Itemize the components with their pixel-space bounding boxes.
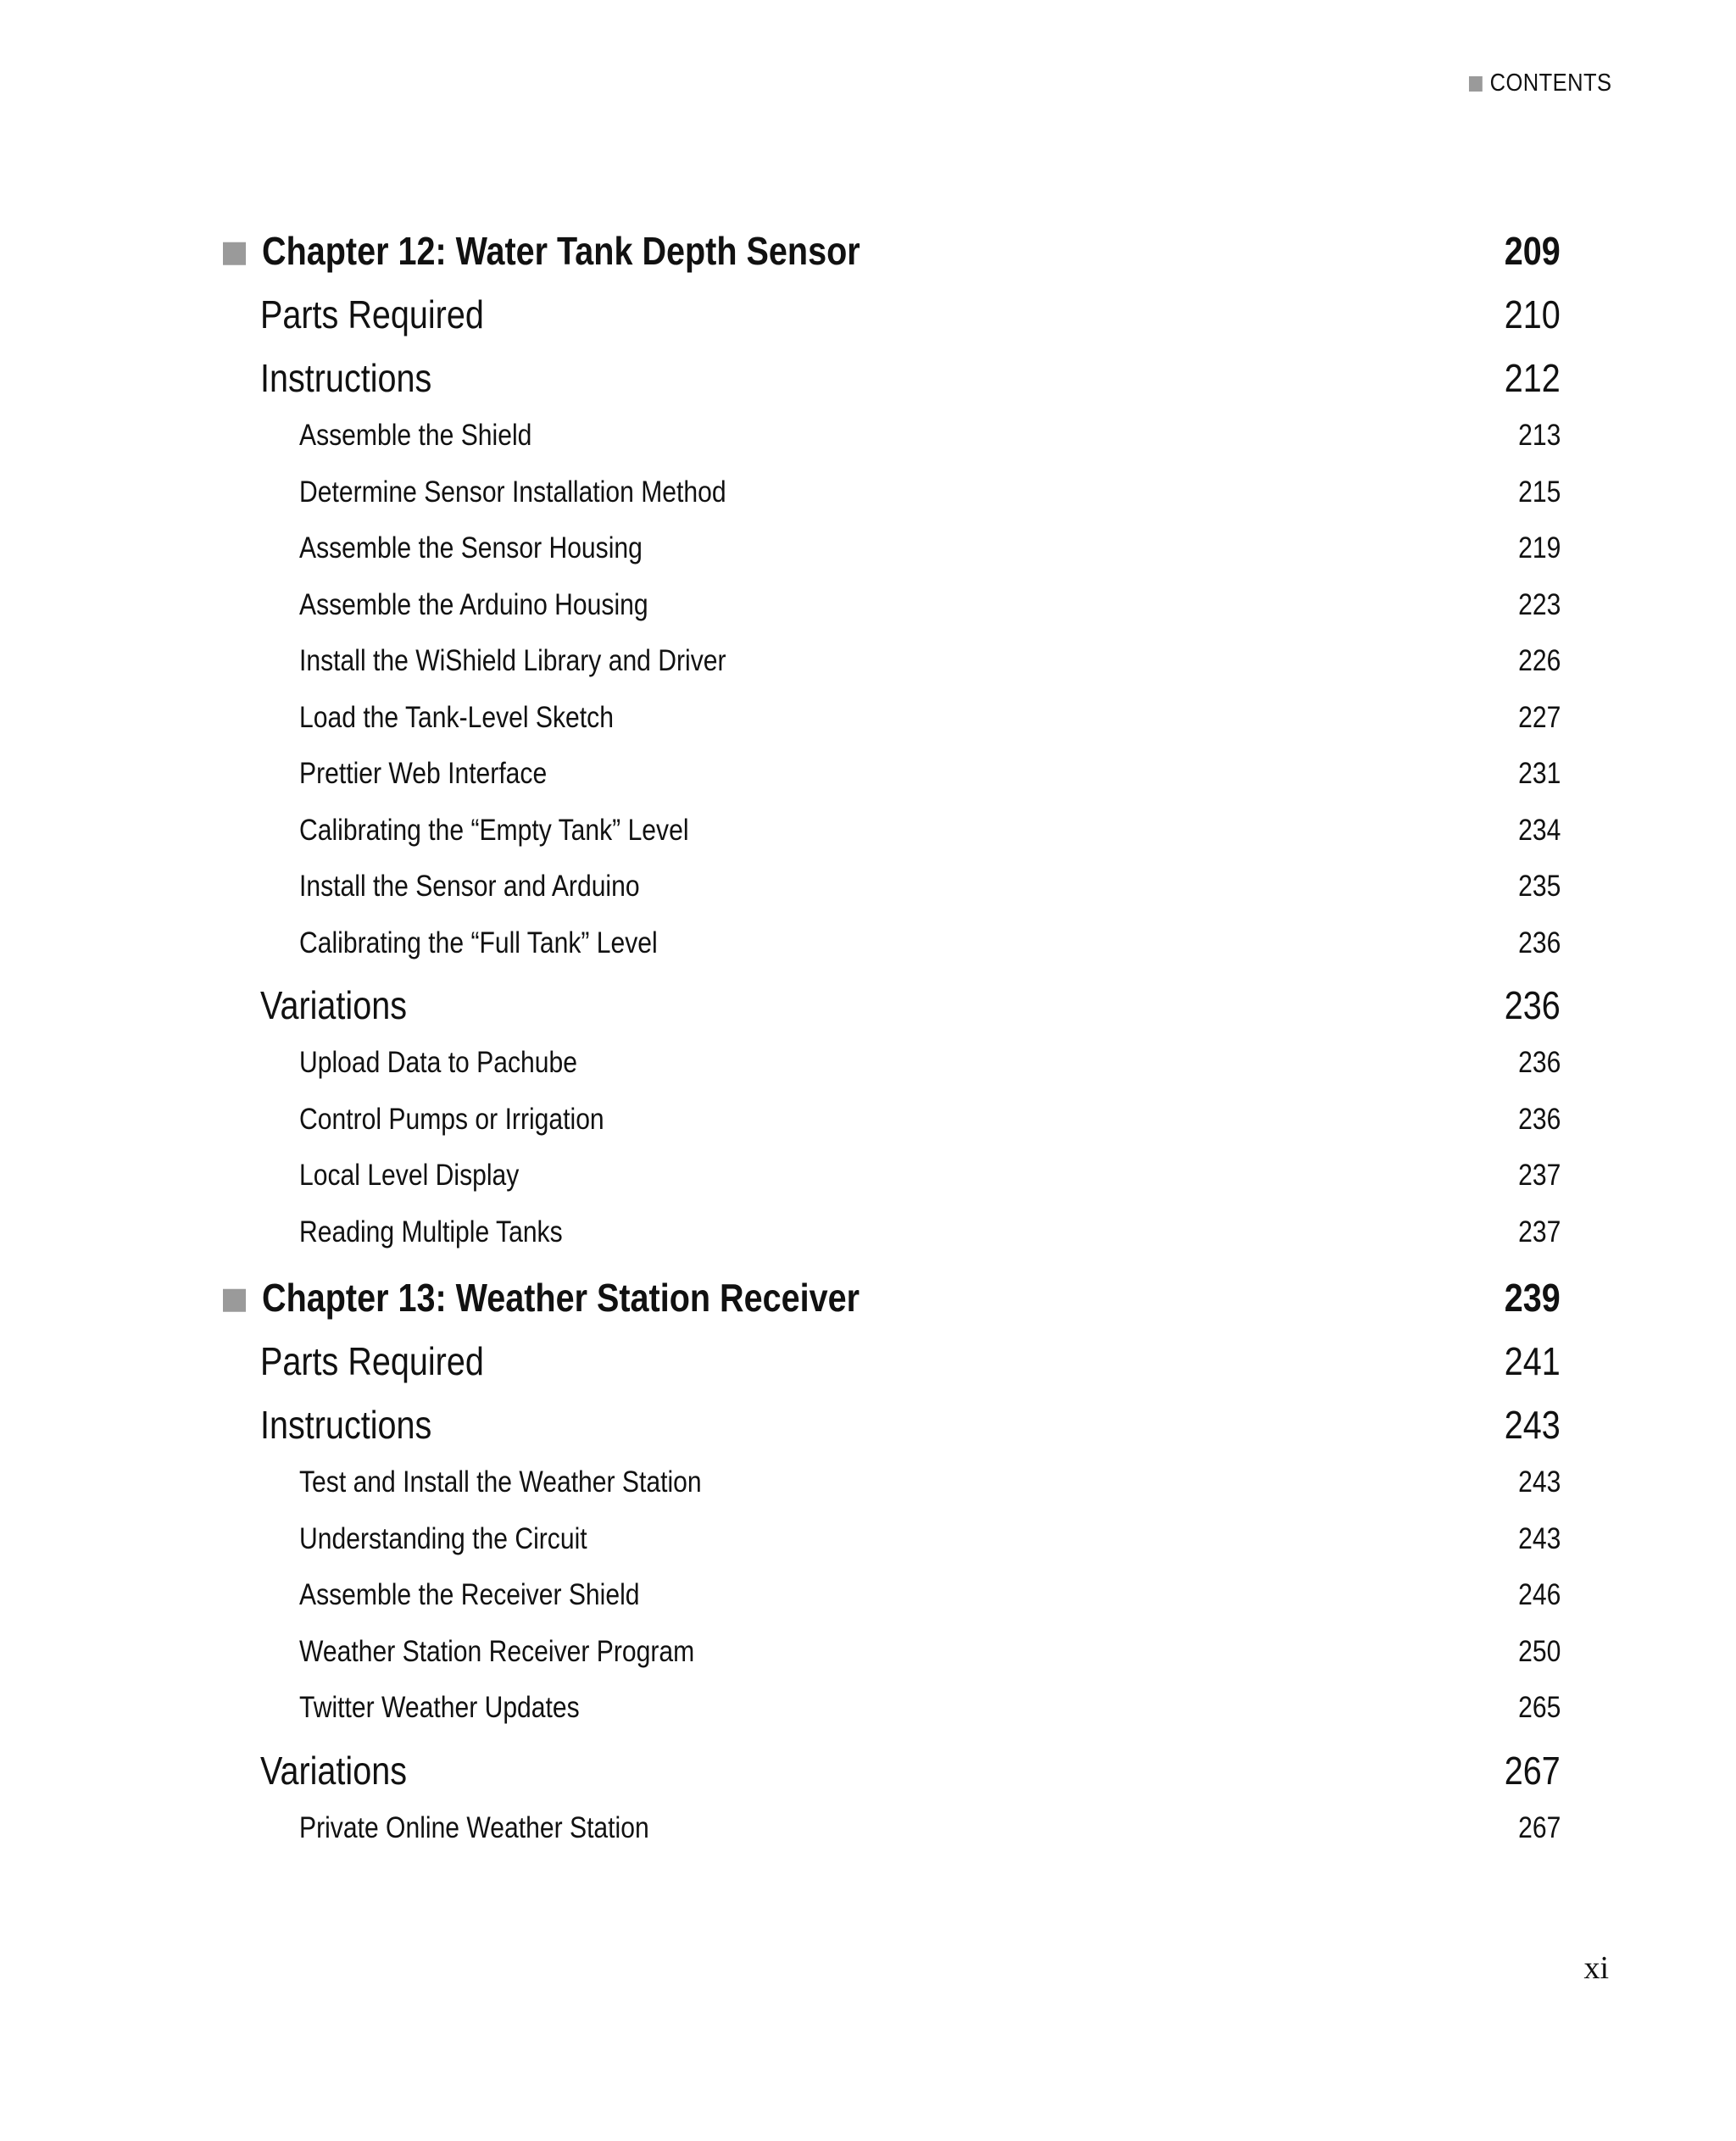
toc-entry-sub[interactable] xyxy=(223,1522,1561,1579)
toc-entry-page xyxy=(1495,228,1561,274)
toc-entry-title-text: Install the WiShield Library and Driver xyxy=(299,644,726,677)
toc-entry-page xyxy=(1495,292,1561,337)
toc-entry-section[interactable] xyxy=(223,292,1561,355)
toc-entry-title-text: Calibrating the “Empty Tank” Level xyxy=(299,813,689,847)
toc-entry-sub[interactable] xyxy=(223,1635,1561,1692)
toc-entry-title-text: Understanding the Circuit xyxy=(299,1521,587,1555)
toc-entry-page-number: 209 xyxy=(1504,229,1561,273)
toc-entry-sub[interactable] xyxy=(223,1215,1561,1272)
toc-entry-page-number: 223 xyxy=(1517,587,1561,621)
toc-entry-title-text: Chapter 12: Water Tank Depth Sensor xyxy=(262,229,860,273)
toc-entry-title xyxy=(299,419,532,453)
toc-entry-title-text: Prettier Web Interface xyxy=(299,757,548,790)
toc-entry-page xyxy=(1511,1103,1561,1137)
toc-entry-page-number: 212 xyxy=(1504,356,1561,400)
toc-entry-page xyxy=(1511,1215,1561,1249)
toc-entry-page-number: 239 xyxy=(1504,1276,1561,1320)
toc-entry-page xyxy=(1511,1578,1561,1612)
toc-entry-title-text: Reading Multiple Tanks xyxy=(299,1215,563,1248)
toc-entry-title-text: Control Pumps or Irrigation xyxy=(299,1102,604,1136)
toc-entry-title xyxy=(299,870,640,904)
toc-entry-title-text: Assemble the Shield xyxy=(299,419,532,452)
toc-entry-sub[interactable] xyxy=(223,1578,1561,1635)
toc-entry-title-text: Local Level Display xyxy=(299,1159,520,1192)
toc-entry-page xyxy=(1511,1465,1561,1499)
toc-entry-chapter[interactable] xyxy=(223,228,1561,292)
toc-entry-sub[interactable] xyxy=(223,1103,1561,1159)
toc-entry-title xyxy=(299,1522,587,1556)
toc-entry-sub[interactable] xyxy=(223,644,1561,701)
toc-entry-page xyxy=(1495,355,1561,401)
toc-entry-title xyxy=(299,1046,577,1080)
toc-entry-title-text: Instructions xyxy=(260,356,432,400)
toc-entry-title xyxy=(260,1338,484,1384)
toc-entry-page-number: 246 xyxy=(1517,1578,1561,1611)
toc-entry-title-text: Load the Tank-Level Sketch xyxy=(299,700,614,734)
toc-entry-page-number: 237 xyxy=(1517,1215,1561,1248)
toc-entry-page xyxy=(1511,814,1561,848)
toc-entry-title-text: Chapter 13: Weather Station Receiver xyxy=(262,1276,860,1320)
toc-entry-title-text: Instructions xyxy=(260,1403,432,1447)
toc-entry-sub[interactable] xyxy=(223,926,1561,983)
toc-entry-page xyxy=(1495,1402,1561,1448)
square-bullet-icon xyxy=(223,242,246,265)
toc-entry-page xyxy=(1511,1635,1561,1669)
toc-entry-page-number: 236 xyxy=(1517,1102,1561,1136)
toc-entry-title-text: Upload Data to Pachube xyxy=(299,1046,577,1079)
toc-entry-title-text: Parts Required xyxy=(260,1339,484,1383)
toc-entry-page-number: 235 xyxy=(1517,870,1561,903)
toc-entry-sub[interactable] xyxy=(223,870,1561,926)
toc-entry-title xyxy=(260,982,407,1028)
toc-entry-page-number: 231 xyxy=(1517,757,1561,790)
toc-entry-title xyxy=(223,228,860,274)
toc-entry-page-number: 236 xyxy=(1517,926,1561,959)
toc-entry-title xyxy=(299,1215,563,1249)
toc-entry-page-number: 215 xyxy=(1517,475,1561,509)
running-head xyxy=(1468,70,1611,97)
toc-entry-title xyxy=(299,588,648,622)
toc-entry-page-number: 243 xyxy=(1517,1465,1561,1499)
toc-entry-title-text: Test and Install the Weather Station xyxy=(299,1465,702,1499)
toc-entry-page xyxy=(1511,1691,1561,1725)
toc-entry-title xyxy=(299,1578,639,1612)
toc-entry-section[interactable] xyxy=(223,1338,1561,1402)
toc-entry-title xyxy=(260,1748,407,1793)
toc-entry-title-text: Install the Sensor and Arduino xyxy=(299,870,640,903)
toc-entry-page-number: 227 xyxy=(1517,700,1561,734)
toc-entry-title xyxy=(299,1691,579,1725)
toc-entry-page xyxy=(1495,1748,1561,1793)
toc-entry-page xyxy=(1511,419,1561,453)
toc-entry-section[interactable] xyxy=(223,355,1561,419)
toc-entry-title-text: Assemble the Sensor Housing xyxy=(299,531,643,564)
toc-entry-page xyxy=(1511,1159,1561,1193)
toc-entry-title-text: Assemble the Receiver Shield xyxy=(299,1578,640,1611)
toc-entry-page-number: 210 xyxy=(1504,292,1561,336)
toc-entry-title-text: Assemble the Arduino Housing xyxy=(299,587,648,621)
toc-entry-title xyxy=(299,757,547,791)
page-number: xi xyxy=(1583,1950,1609,1986)
toc-entry-page xyxy=(1511,588,1561,622)
toc-entry-sub[interactable] xyxy=(223,1046,1561,1103)
toc-entry-section[interactable] xyxy=(223,1402,1561,1465)
toc-entry-page-number: 267 xyxy=(1517,1810,1561,1844)
running-head-label: CONTENTS xyxy=(1489,70,1611,97)
toc-entry-page-number: 219 xyxy=(1517,531,1561,564)
toc-entry-section[interactable] xyxy=(223,1748,1561,1811)
toc-entry-sub[interactable] xyxy=(223,475,1561,532)
toc-entry-title-text: Parts Required xyxy=(260,292,484,336)
toc-entry-title-text: Twitter Weather Updates xyxy=(299,1691,580,1724)
toc-entry-page-number: 243 xyxy=(1517,1521,1561,1555)
toc-entry-title-text: Variations xyxy=(260,983,407,1027)
toc-entry-title-text: Calibrating the “Full Tank” Level xyxy=(299,926,658,959)
toc-entry-page-number: 226 xyxy=(1517,644,1561,677)
toc-entry-sub[interactable] xyxy=(223,1465,1561,1522)
toc-entry-sub[interactable] xyxy=(223,814,1561,870)
toc-entry-sub[interactable] xyxy=(223,757,1561,814)
toc-entry-title xyxy=(299,475,726,509)
toc-entry-page xyxy=(1511,644,1561,678)
toc-entry-page-number: 265 xyxy=(1517,1691,1561,1724)
toc-entry-page-number: 236 xyxy=(1517,1046,1561,1079)
toc-entry-page xyxy=(1495,1275,1561,1321)
toc-entry-title xyxy=(299,1103,604,1137)
toc-entry-page xyxy=(1511,475,1561,509)
toc-entry-title xyxy=(260,292,484,337)
toc-entry-title xyxy=(260,355,432,401)
toc-entry-title xyxy=(299,1811,649,1845)
toc-entry-page xyxy=(1511,1811,1561,1845)
toc-entry-page-number: 250 xyxy=(1517,1634,1561,1668)
toc-entry-title xyxy=(299,701,614,735)
toc-entry-page xyxy=(1495,1338,1561,1384)
toc-entry-sub[interactable] xyxy=(223,701,1561,758)
toc-entry-chapter[interactable] xyxy=(223,1275,1561,1338)
toc-entry-page-number: 237 xyxy=(1517,1159,1561,1192)
toc-entry-page xyxy=(1511,1522,1561,1556)
toc-entry-page-number: 241 xyxy=(1504,1339,1561,1383)
toc-entry-page-number: 213 xyxy=(1517,419,1561,452)
toc-entry-title xyxy=(299,531,643,565)
toc-entry-title xyxy=(260,1402,432,1448)
toc-entry-page-number: 267 xyxy=(1504,1748,1561,1793)
toc-entry-title xyxy=(299,1159,519,1193)
square-bullet-icon xyxy=(223,1289,246,1312)
toc-entry-sub[interactable] xyxy=(223,588,1561,645)
toc-entry-title-text: Determine Sensor Installation Method xyxy=(299,475,726,509)
toc-entry-title xyxy=(299,1465,702,1499)
toc-entry-sub[interactable] xyxy=(223,531,1561,588)
toc-entry-page-number: 234 xyxy=(1517,813,1561,847)
toc-entry-title xyxy=(299,644,726,678)
toc-entry-title-text: Variations xyxy=(260,1748,407,1793)
table-of-contents xyxy=(223,225,1561,1867)
toc-entry-page xyxy=(1511,926,1561,960)
toc-entry-title xyxy=(223,1275,860,1321)
toc-entry-page xyxy=(1511,1046,1561,1080)
toc-entry-title-text: Private Online Weather Station xyxy=(299,1810,649,1844)
toc-entry-title xyxy=(299,814,689,848)
toc-entry-page xyxy=(1511,701,1561,735)
toc-entry-title-text: Weather Station Receiver Program xyxy=(299,1634,695,1668)
toc-entry-sub[interactable] xyxy=(223,1811,1561,1868)
toc-entry-title xyxy=(299,1635,694,1669)
toc-entry-page xyxy=(1495,982,1561,1028)
toc-entry-page xyxy=(1511,531,1561,565)
toc-entry-sub[interactable] xyxy=(223,419,1561,475)
toc-entry-section[interactable] xyxy=(223,982,1561,1046)
toc-entry-sub[interactable] xyxy=(223,1159,1561,1215)
toc-entry-page-number: 243 xyxy=(1504,1403,1561,1447)
toc-entry-page xyxy=(1511,870,1561,904)
toc-entry-sub[interactable] xyxy=(223,1691,1561,1748)
toc-entry-title xyxy=(299,926,657,960)
toc-entry-page-number: 236 xyxy=(1504,983,1561,1027)
square-bullet-icon xyxy=(1468,76,1482,92)
toc-entry-page xyxy=(1511,757,1561,791)
